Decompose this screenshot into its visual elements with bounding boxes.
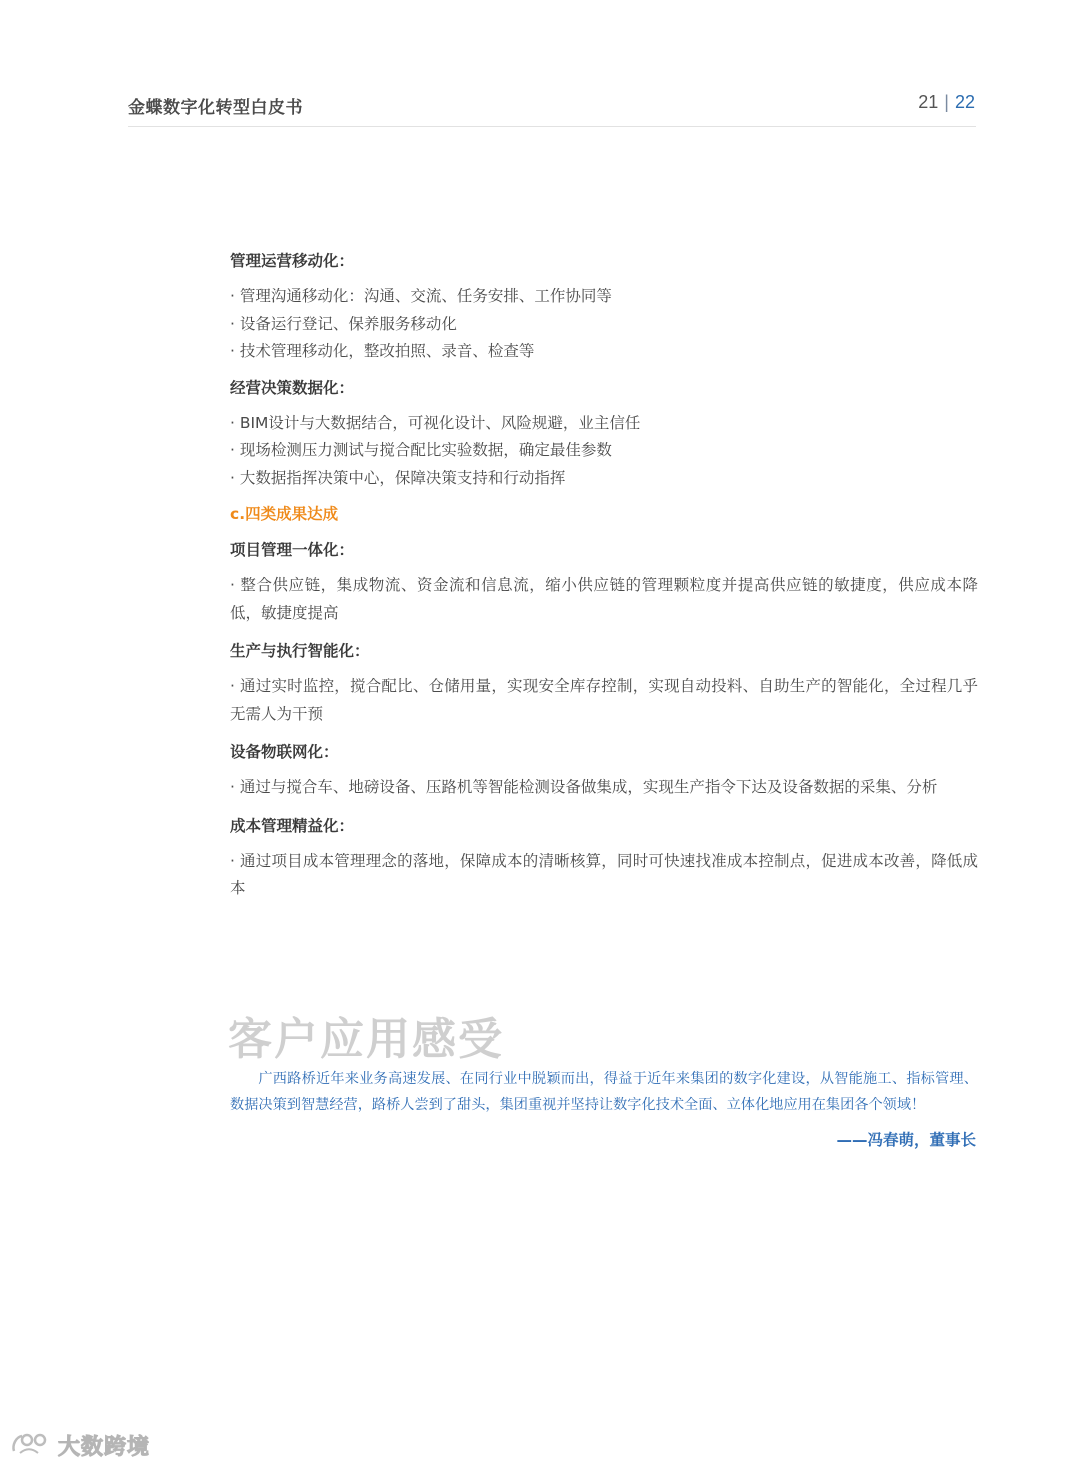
paragraph: · 通过实时监控，搅合配比、仓储用量，实现安全库存控制，实现自动投料、自助生产的智能化，全过程几乎无需人为干预 <box>230 677 978 723</box>
main-content <box>230 247 978 913</box>
page-number-left: 21 <box>918 92 939 112</box>
section-heading: 经营决策数据化： <box>230 378 355 397</box>
watermark-text: 大数跨境 <box>58 1435 151 1460</box>
paragraph: · 通过与搅合车、地磅设备、压路机等智能检测设备做集成，实现生产指令下达及设备数据的采集、分析 <box>230 778 938 796</box>
list-item: · 技术管理移动化，整改拍照、录音、检查等 <box>230 342 535 360</box>
section-decision <box>230 374 978 493</box>
list-item: · 大数据指挥决策中心，保障决策支持和行动指挥 <box>230 468 566 487</box>
page-header-title: 金蝶数字化转型白皮书 <box>128 98 303 118</box>
paragraph: · 通过项目成本管理理念的落地，保障成本的清晰核算，同时可快速找准成本控制点，促进成本改善，降低成本 <box>230 851 978 897</box>
section-heading: 成本管理精益化： <box>230 816 355 835</box>
page-number <box>918 92 975 113</box>
section-mobile <box>230 247 978 366</box>
page-number-separator: | <box>944 92 949 112</box>
section-heading: 项目管理一体化： <box>230 541 355 559</box>
quote-author: ——冯春萌，董事长 <box>836 1131 976 1149</box>
section-heading: 生产与执行智能化： <box>230 642 370 660</box>
section-heading: 设备物联网化： <box>230 743 339 761</box>
paragraph: · 整合供应链，集成物流、资金流和信息流，缩小供应链的管理颗粒度并提高供应链的敏捷度，供应成本降低，敏捷度提高 <box>230 576 978 622</box>
list-item: · 设备运行登记、保养服务移动化 <box>230 314 457 333</box>
header-divider <box>128 126 976 127</box>
page-number-right: 22 <box>954 92 975 112</box>
list-item: · 管理沟通移动化：沟通、交流、任务安排、工作协同等 <box>230 287 612 305</box>
results-subtitle: c.四类成果达成 <box>230 505 339 523</box>
quote-text: 广西路桥近年来业务高速发展、在同行业中脱颖而出，得益于近年来集团的数字化建设，从智能施工、指标管理、数据决策到智慧经营，路桥人尝到了甜头，集团重视并坚持让数字化技术全面、立体化地应用在集团各个领域！ <box>230 1071 978 1113</box>
list-item: · BIM设计与大数据结合，可视化设计、风险规避，业主信任 <box>230 413 641 432</box>
section-heading: 管理运营移动化： <box>230 252 355 270</box>
logo-icon <box>10 1431 50 1461</box>
quote-title: 客户应用感受 <box>228 1014 504 1065</box>
watermark <box>10 1430 150 1461</box>
list-item: · 现场检测压力测试与搅合配比实验数据，确定最佳参数 <box>230 441 612 459</box>
